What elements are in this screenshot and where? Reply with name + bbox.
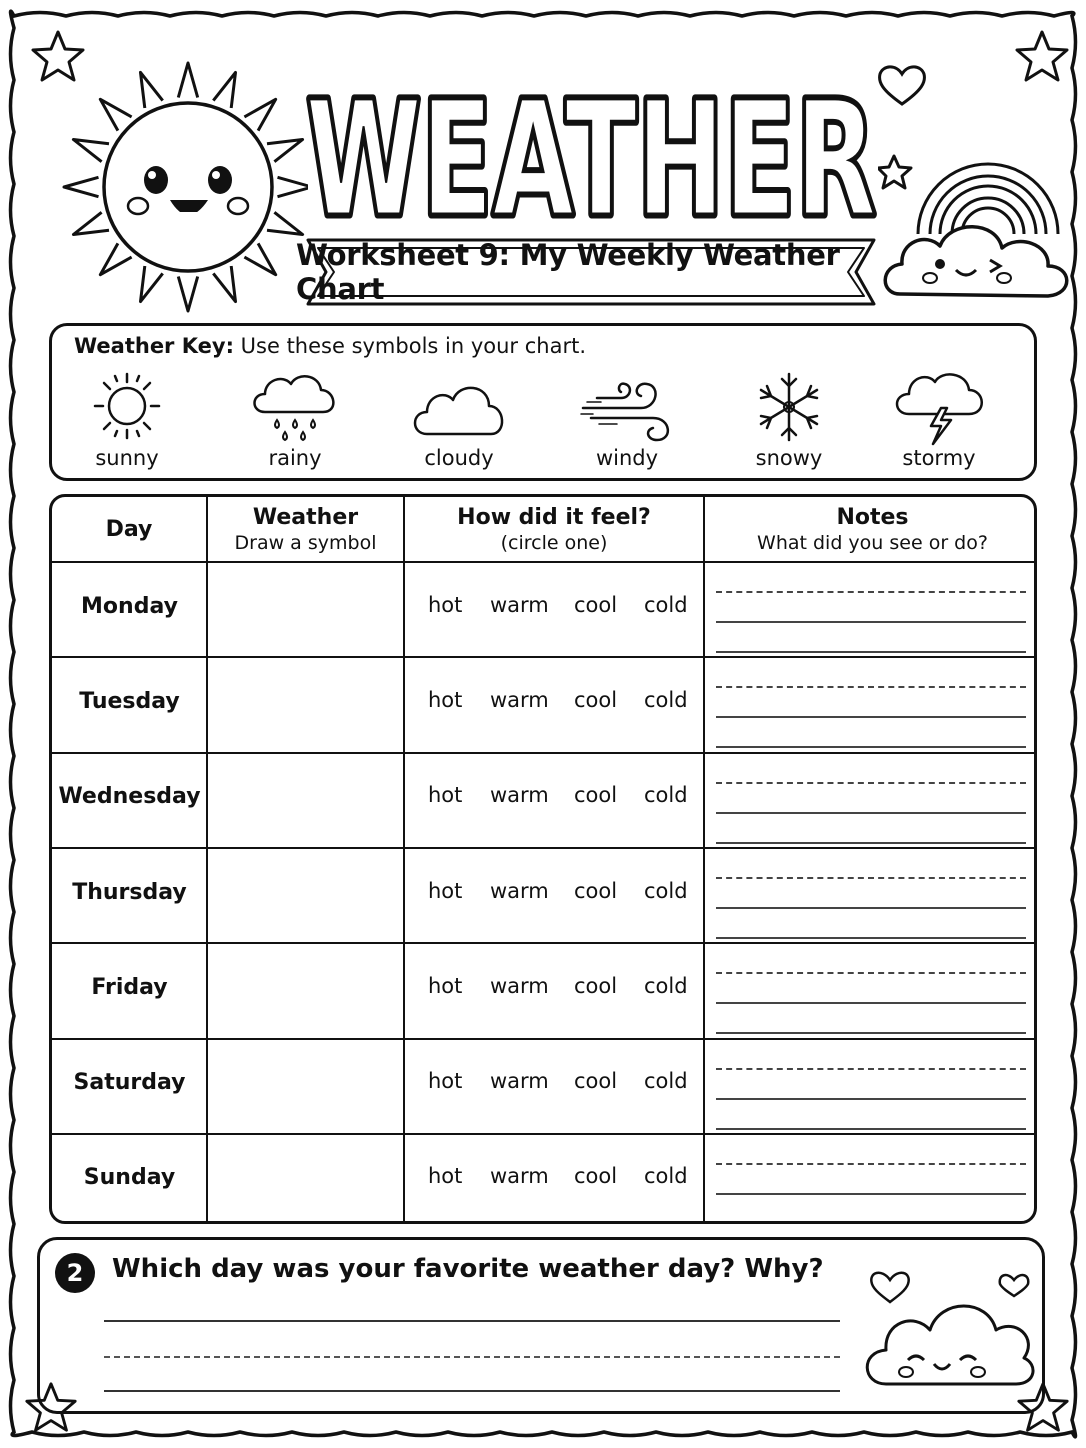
notes-line[interactable] [716,937,1026,939]
row-divider [52,656,1037,658]
day-label: Monday [81,593,178,619]
key-label-windy: windy [595,446,659,470]
feel-option-cold[interactable]: cold [644,592,688,617]
notes-guide-line [716,877,1026,879]
feel-option-warm[interactable]: warm [490,687,549,712]
header-notes: Notes What did you see or do? [757,504,988,554]
weather-drawing-cell[interactable] [208,754,403,847]
feel-option-hot[interactable]: hot [428,973,463,998]
star-icon [1012,28,1072,86]
wind-icon [577,368,677,446]
weather-drawing-cell[interactable] [208,1135,403,1224]
weather-drawing-cell[interactable] [208,1040,403,1133]
row-divider [52,847,1037,849]
feel-option-hot[interactable]: hot [428,1069,463,1094]
feel-option-cool[interactable]: cool [574,783,618,808]
day-label: Thursday [72,879,187,905]
column-divider [403,497,405,1224]
header-weather: Weather Draw a symbol [234,504,377,554]
feel-option-cool[interactable]: cool [574,687,618,712]
weather-drawing-cell[interactable] [208,849,403,942]
snowflake-icon [739,368,839,446]
feel-option-cool[interactable]: cool [574,592,618,617]
notes-line[interactable] [716,907,1026,909]
feel-option-cold[interactable]: cold [644,1069,688,1094]
storm-cloud-icon [889,368,989,446]
day-label: Sunday [83,1165,176,1191]
notes-line[interactable] [716,1223,1026,1224]
weather-key-heading: Weather Key: Use these symbols in your chart. [74,334,586,358]
key-label-sunny: sunny [95,446,159,470]
feel-option-cold[interactable]: cold [644,973,688,998]
key-item-snowy [714,364,864,476]
notes-line[interactable] [716,621,1026,623]
notes-line[interactable] [716,651,1026,653]
feel-option-cold[interactable]: cold [644,687,688,712]
feel-option-warm[interactable]: warm [490,878,549,903]
feel-option-cold[interactable]: cold [644,878,688,903]
notes-guide-line [716,1068,1026,1070]
worksheet-subtitle: Worksheet 9: My Weekly Weather Chart [296,238,840,306]
weather-drawing-cell[interactable] [208,944,403,1037]
row-divider [52,752,1037,754]
row-divider [52,1133,1037,1135]
notes-guide-line [716,591,1026,593]
feel-option-warm[interactable]: warm [490,1164,549,1189]
day-label: Friday [91,974,168,1000]
key-item-windy [552,364,702,476]
feel-option-warm[interactable]: warm [490,783,549,808]
weekly-weather-chart [49,494,1037,1224]
cloud-character-icon [856,1258,1036,1398]
feel-option-hot[interactable]: hot [428,783,463,808]
header-day: Day [105,516,153,542]
notes-line[interactable] [716,1032,1026,1034]
key-label-cloudy: cloudy [424,446,494,470]
cloud-icon [409,368,509,446]
feel-option-hot[interactable]: hot [428,878,463,903]
question-number-badge: 2 [55,1253,95,1293]
feel-option-cold[interactable]: cold [644,1164,688,1189]
notes-line[interactable] [716,1002,1026,1004]
feel-option-cool[interactable]: cool [574,973,618,998]
notes-line[interactable] [716,716,1026,718]
feel-option-cool[interactable]: cool [574,1069,618,1094]
rain-cloud-icon [245,368,345,446]
key-label-rainy: rainy [268,446,322,470]
page-title [296,64,886,234]
day-label: Saturday [73,1070,186,1096]
notes-guide-line [716,686,1026,688]
answer-line[interactable] [104,1320,840,1322]
sun-icon [77,368,177,446]
answer-guide-line [104,1356,840,1358]
key-item-cloudy [384,364,534,476]
notes-line[interactable] [716,746,1026,748]
notes-line[interactable] [716,812,1026,814]
svg-text:WEATHER: WEATHER [306,68,876,234]
row-divider [52,1038,1037,1040]
feel-option-warm[interactable]: warm [490,1069,549,1094]
feel-option-hot[interactable]: hot [428,592,463,617]
row-divider [52,561,1037,563]
weather-drawing-cell[interactable] [208,563,403,656]
key-item-rainy [220,364,370,476]
header-feel: How did it feel? (circle one) [457,504,651,554]
question-text: Which day was your favorite weather day? Why? [112,1254,824,1284]
key-item-stormy [864,364,1014,476]
svg-text:WEATHER: WEATHER [306,68,876,234]
sun-character-icon [58,52,308,314]
rainbow-icon [878,84,1074,310]
column-divider [703,497,705,1224]
notes-guide-line [716,782,1026,784]
day-label: Tuesday [79,688,180,714]
notes-line[interactable] [716,1098,1026,1100]
notes-line[interactable] [716,1193,1026,1195]
row-divider [52,942,1037,944]
feel-option-cool[interactable]: cool [574,1164,618,1189]
notes-guide-line [716,1163,1026,1165]
key-label-stormy: stormy [902,446,976,470]
feel-option-warm[interactable]: warm [490,973,549,998]
answer-line[interactable] [104,1390,840,1392]
feel-option-cold[interactable]: cold [644,783,688,808]
feel-option-hot[interactable]: hot [428,687,463,712]
feel-option-warm[interactable]: warm [490,592,549,617]
notes-line[interactable] [716,842,1026,844]
key-item-sunny [52,364,202,476]
weather-drawing-cell[interactable] [208,658,403,751]
notes-line[interactable] [716,1128,1026,1130]
day-label: Wednesday [58,784,201,810]
key-label-snowy: snowy [755,446,823,470]
notes-guide-line [716,972,1026,974]
feel-option-cool[interactable]: cool [574,878,618,903]
feel-option-hot[interactable]: hot [428,1164,463,1189]
